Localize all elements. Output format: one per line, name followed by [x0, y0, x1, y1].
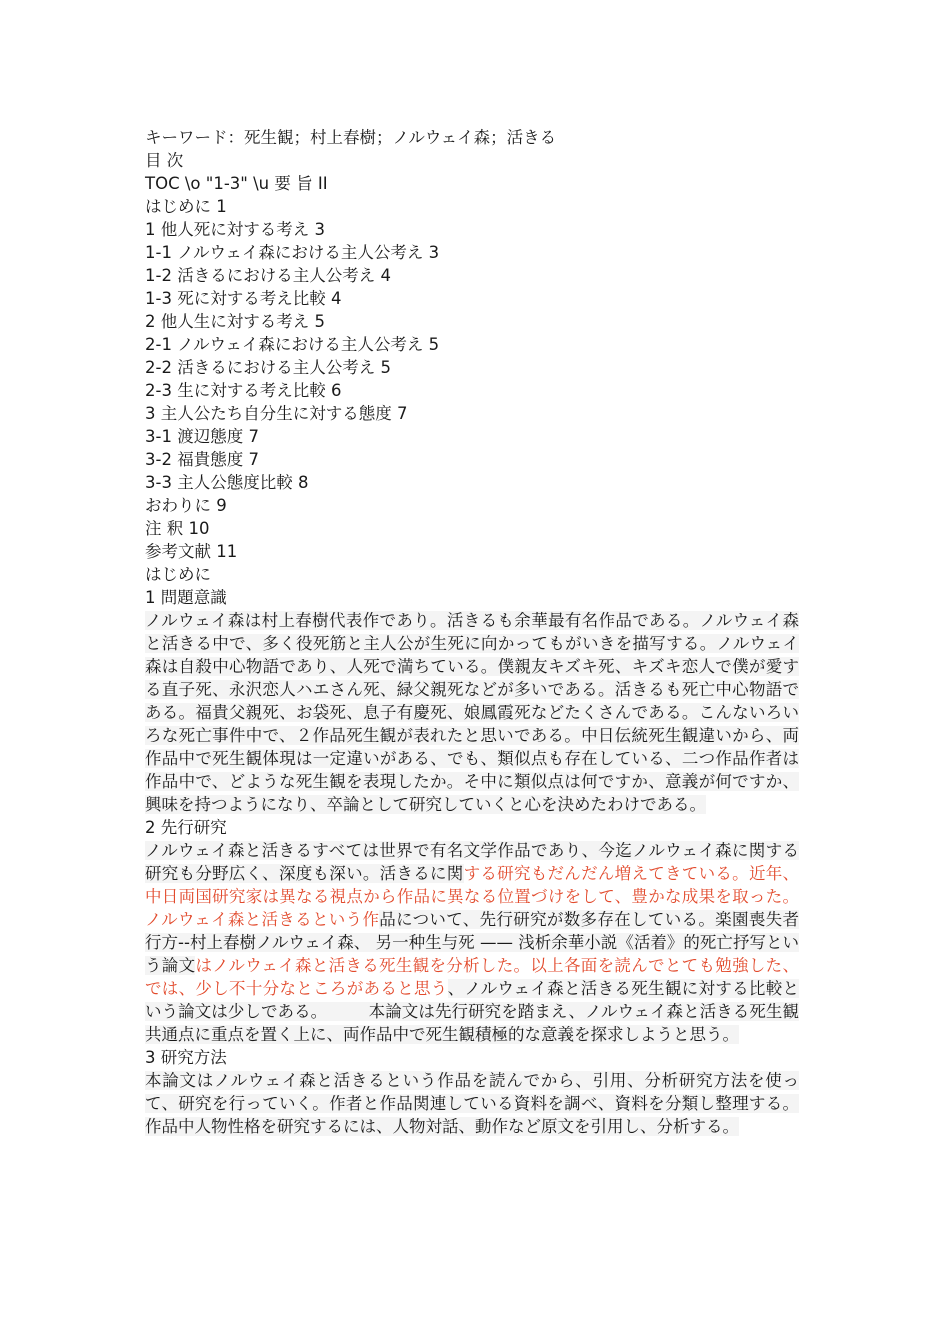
toc-line: 1-2 活きるにおける主人公考え 4: [145, 266, 391, 285]
toc-line: 3-2 福貴態度 7: [145, 450, 259, 469]
document-page: [145, 126, 805, 1138]
highlighted-text: する研究もだんだん増えてきている。近年、中日両国研究家は異なる視点から作品に異なる位置づけをして、豊かな成果を取った。ノルウェイ森と活きるという作: [145, 864, 800, 929]
toc-line: 1-1 ノルウェイ森における主人公考え 3: [145, 243, 440, 262]
section-heading-problem: 1 問題意識: [145, 588, 227, 607]
paragraph-problem: [145, 609, 799, 816]
toc-line: はじめに 1: [145, 197, 227, 216]
toc-line: 注 釈 10: [145, 519, 210, 538]
toc-line: 3 主人公たち自分生に対する態度 7: [145, 404, 408, 423]
section-heading-prior-research: 2 先行研究: [145, 818, 227, 837]
paragraph-prior-research: [145, 839, 799, 1046]
toc-line: 参考文献 11: [145, 542, 238, 561]
toc-line: 1 他人死に対する考え 3: [145, 220, 325, 239]
toc-line: おわりに 9: [145, 496, 227, 515]
toc-line: 1-3 死に対する考え比較 4: [145, 289, 342, 308]
intro-heading: はじめに: [145, 565, 211, 584]
toc-line: 2-2 活きるにおける主人公考え 5: [145, 358, 391, 377]
highlighted-text: はノルウェイ森と活きる死生観を分析した。以上各面を読んでとても勉強した、では、少し不十分なところがあると思う: [145, 956, 799, 998]
paragraph-text: ノルウェイ森と活きるすべては世界で有名文学作品であり、今迄ノルウェイ森に関する研究も分野広く、深度も深い。活きるに関: [145, 841, 799, 883]
paragraph-text: 本論文はノルウェイ森と活きるという作品を読んでから、引用、分析研究方法を使って、研究を行っていく。作者と作品関連している資料を調べ、資料を分類し整理する。作品中人物性格を研究するには、人物対話、動作など原文を引用し、分析する。: [145, 1071, 799, 1136]
paragraph-text: 、ノルウェイ森と活きる死生観に対する比較という論文は少しである。 本論文は先行研究を踏まえ、ノルウェイ森と活きる死生観共通点に重点を置く上に、両作品中で死生観積極的な意義を探求しようと思う。: [145, 979, 800, 1044]
toc-line: 2 他人生に対する考え 5: [145, 312, 325, 331]
keywords-line: キーワード：死生観；村上春樹；ノルウェイ森；活きる: [145, 128, 557, 147]
toc-line: 3-1 渡辺態度 7: [145, 427, 259, 446]
toc-line: 2-1 ノルウェイ森における主人公考え 5: [145, 335, 440, 354]
paragraph-method: [145, 1069, 799, 1138]
section-heading-method: 3 研究方法: [145, 1048, 227, 1067]
toc-line: 3-3 主人公態度比較 8: [145, 473, 309, 492]
table-of-contents: [145, 149, 805, 563]
paragraph-text: ノルウェイ森は村上春樹代表作であり。活きるも余華最有名作品である。ノルウェイ森と活きる中で、多く役死筋と主人公が生死に向かってもがいきを描写する。ノルウェイ森は自殺中心物語であり、人死で満ちている。僕親友キズキ死、キズキ恋人で僕が愛する直子死、永沢恋人ハエさん死、緑父親死などが多いである。活きるも死亡中心物語である。福貴父親死、お袋死、息子有慶死、娘鳳霞死などたくさんである。こんないろいろな死亡事件中で、２作品死生観が表れたと思いである。中日伝統死生観違いから、両作品中で死生観体現は一定違いがある、でも、類似点も存在している、二つ作品作者は作品中で、どような死生観を表現したか。そ中に類似点は何ですか、意義が何ですか、興味を持つようになり、卒論として研究していくと心を決めたわけである。: [145, 611, 799, 814]
toc-line: 2-3 生に対する考え比較 6: [145, 381, 342, 400]
toc-line: 目 次: [145, 151, 184, 170]
toc-line: TOC \o "1-3" \u 要 旨 II: [145, 174, 328, 193]
paragraph-text: 品について、先行研究が数多存在している。楽園喪失者行方--村上春樹ノルウェイ森、 另一种生与死 —— 浅析余華小説《活着》的死亡抒写という論文: [145, 910, 799, 975]
